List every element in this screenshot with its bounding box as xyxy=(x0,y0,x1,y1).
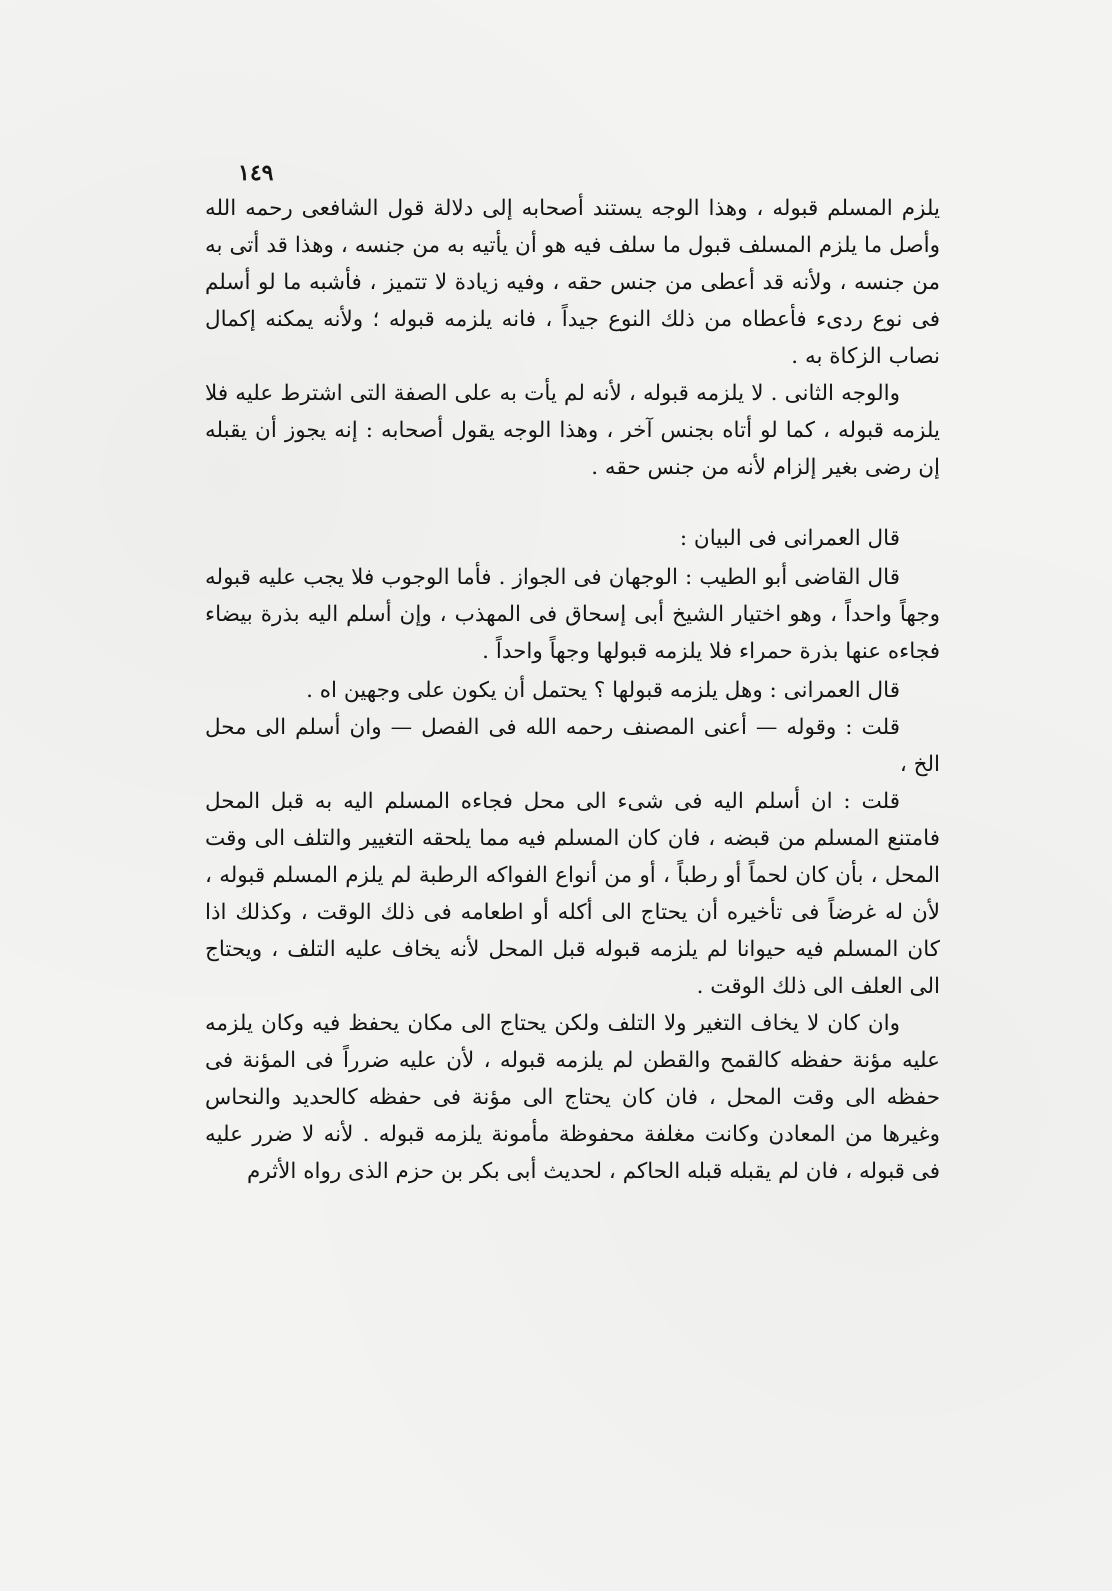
paragraph-6: قلت : ان أسلم اليه فى شىء الى محل فجاءه المسلم اليه به قبل المحل فامتنع المسلم من قبضه ، فان كان المسلم فيه مما يلحقه التغيير والتلف الى وقت المحل ، بأن كان لحماً أو رطباً ، أو من أنواع الفواكه الرطبة لم يلزم المسلم قبوله ، لأن له غرضاً فى تأخيره أن يحتاج الى أكله أو اطعامه فى ذلك الوقت ، وكذلك اذا كان المسلم فيه حيوانا لم يلزمه قبوله قبل المحل لأنه يخاف عليه التلف ، ويحتاج الى العلف الى ذلك الوقت . xyxy=(205,789,940,999)
page-number: ١٤٩ xyxy=(238,160,274,186)
paragraph-4: قال العمرانى : وهل يلزمه قبولها ؟ يحتمل أن يكون على وجهين اه . xyxy=(306,678,900,703)
paragraph-2: والوجه الثانى . لا يلزمه قبوله ، لأنه لم يأت به على الصفة التى اشترط عليه فلا يلزمه قبوله ، كما لو أتاه بجنس آخر ، وهذا الوجه يقول أصحابه : إنه يجوز أن يقبله إن رضى بغير إلزام لأنه من جنس حقه . xyxy=(205,381,940,480)
paragraph-5: قلت : وقوله — أعنى المصنف رحمه الله فى الفصل — وان أسلم الى محل الخ ، xyxy=(205,715,940,777)
paragraph-7: وان كان لا يخاف التغير ولا التلف ولكن يحتاج الى مكان يحفظ فيه وكان يلزمه عليه مؤنة حفظه كالقمح والقطن لم يلزمه قبوله ، لأن عليه ضرراً فى المؤنة فى حفظه الى وقت المحل ، فان كان يحتاج الى مؤنة فى حفظه كالحديد والنحاس وغيرها من المعادن وكانت مغلفة محفوظة مأمونة يلزمه قبوله . لأنه لا ضرر عليه فى قبوله ، فان لم يقبله قبله الحاكم ، لحديث أبى بكر بن حزم الذى رواه الأثرم xyxy=(205,1011,940,1184)
body-text xyxy=(205,190,940,1190)
paragraph-1: يلزم المسلم قبوله ، وهذا الوجه يستند أصحابه إلى دلالة قول الشافعى رحمه الله وأصل ما يلزم المسلف قبول ما سلف فيه هو أن يأتيه به من جنسه ، وهذا قد أتى به من جنسه ، ولأنه قد أعطى من جنس حقه ، وفيه زيادة لا تتميز ، فأشبه ما لو أسلم فى نوع ردىء فأعطاه من ذلك النوع جيداً ، فانه يلزمه قبوله ؛ ولأنه يمكنه إكمال نصاب الزكاة به . xyxy=(205,196,940,369)
paragraph-3: قال القاضى أبو الطيب : الوجهان فى الجواز . فأما الوجوب فلا يجب عليه قبوله وجهاً واحداً ، وهو اختيار الشيخ أبى إسحاق فى المهذب ، وإن أسلم اليه بذرة بيضاء فجاءه عنها بذرة حمراء فلا يلزمه قبولها وجهاً واحداً . xyxy=(205,565,940,664)
section-heading-imrani: قال العمرانى فى البيان : xyxy=(679,526,900,551)
